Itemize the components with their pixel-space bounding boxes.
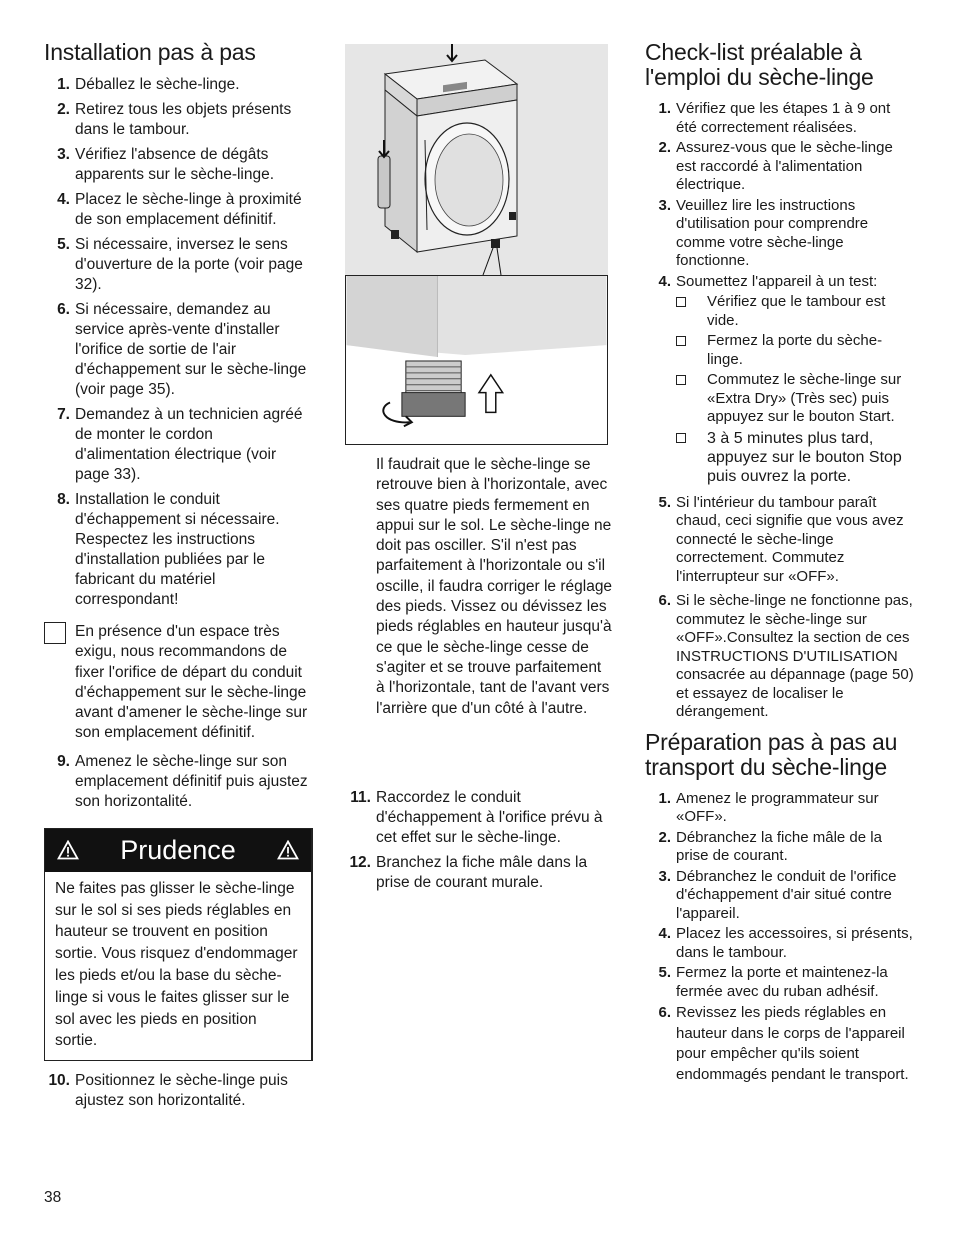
warning-triangle-icon — [57, 840, 79, 860]
column-installation — [44, 40, 312, 1116]
list-item: 3. Veuillez lire les instructions d'utilisation pour comprendre comme votre sèche-linge fonctionne. — [658, 196, 869, 269]
checkbox-icon — [676, 297, 686, 307]
list-item: 4. Placez les accessoires, si présents, dans le tambour. — [658, 925, 913, 961]
leveling-paragraph: Il faudrait que le sèche-linge se retrouve bien à l'horizontale, avec ses quatre pieds fermement en appui sur le sol. Le sèche-linge ne doit pas osciller. S'il n'est pas parfaitement à l'horizontale ou s'il oscille, il faudra corriger le réglage des pieds. Vissez ou dévissez les pieds réglables en hauteur jusqu'à ce que le sèche-linge cesse de s'agiter et se trouve parfaitement à l'horizontale, tant de l'avant vers l'arrière que d'un côté à l'autre. — [376, 456, 613, 717]
list-item: 10. Positionnez le sèche-linge puis ajustez son horizontalité. — [48, 1072, 288, 1110]
note-box-icon — [44, 622, 66, 644]
list-item: 1. Vérifiez que les étapes 1 à 9 ont été correctement réalisées. — [658, 100, 891, 136]
list-item: 5. Si l'intérieur du tambour paraît chaud, ceci signifie que vous avez connecté le sèche-linge correctement. Commutez l'interrupteur sur «OFF». — [658, 493, 904, 585]
list-item: 9. Amenez le sèche-linge sur son emplacement définitif puis ajustez son horizontalité. — [57, 752, 308, 810]
caution-header — [45, 829, 311, 872]
list-item: 11. Raccordez le conduit d'échappement à l'orifice prévu à cet effet sur le sèche-linge. — [350, 789, 603, 846]
checklist-subitem: Commutez le sèche-linge sur «Extra Dry» (Très sec) puis appuyez sur le bouton Start. — [676, 371, 915, 427]
caution-body: Ne faites pas glisser le sèche-linge sur le sol si ses pieds réglables en hauteur se trouvent en position sortie. Vous risquez d'endommager les pieds et/ou la base du sèche-linge si vous le faites glisser sur le sol avec les pieds en position sortie. — [55, 879, 298, 1050]
list-item: 1. Amenez le programmateur sur «OFF». — [658, 789, 879, 825]
heading-transport: Préparation pas à pas au transport du sèche-linge — [645, 728, 898, 780]
checklist-subitem: 3 à 5 minutes plus tard, appuyez sur le bouton Stop puis ouvrez la porte. — [676, 429, 915, 486]
warning-triangle-icon — [277, 840, 299, 860]
list-item: 4. Placez le sèche-linge à proximité de son emplacement définitif. — [57, 191, 302, 228]
list-item: 5. Si nécessaire, inversez le sens d'ouverture de la porte (voir page 32). — [57, 236, 303, 293]
checklist-subitem: Vérifiez que le tambour est vide. — [676, 293, 915, 330]
dryer-illustration — [345, 44, 608, 275]
list-item: 4. Soumettez l'appareil à un test: Vérifiez que le tambour est vide. Fermez la porte du sèche-linge. Commutez le sèche-linge sur «Extra Dry» (Très sec) puis appuyez sur le bouton Start. 3 à 5 minutes plus tard, appuyez sur le bouton Stop puis ouvrez la porte. — [645, 273, 915, 486]
page-number: 38 — [44, 1189, 62, 1206]
installation-step-10 — [44, 1071, 312, 1111]
list-item: 2. Assurez-vous que le sèche-linge est raccordé à l'alimentation électrique. — [658, 139, 893, 193]
list-item: 5. Fermez la porte et maintenez-la fermée avec du ruban adhésif. — [658, 964, 888, 1000]
list-item: 1. Déballez le sèche-linge. — [57, 76, 240, 93]
heading-installation: Installation pas à pas — [44, 39, 256, 65]
info-note: En présence d'un espace très exigu, nous recommandons de fixer l'orifice de départ du conduit d'échappement sur le sèche-linge avant d'amener le sèche-linge sur son emplacement définitif. — [44, 622, 312, 744]
connection-steps — [345, 788, 610, 898]
column-checklist — [645, 40, 915, 1087]
list-item: 7. Demandez à un technicien agréé de monter le cordon d'alimentation électrique (voir page 33). — [57, 406, 303, 483]
transport-steps — [645, 790, 915, 1086]
caution-box — [44, 828, 313, 1061]
list-item: 2. Débranchez la fiche mâle de la prise de courant. — [658, 828, 882, 864]
checklist-subitem: Fermez la porte du sèche-linge. — [676, 332, 915, 369]
list-item: 2. Retirez tous les objets présents dans le tambour. — [57, 101, 292, 138]
test-substeps — [676, 293, 915, 486]
list-item: 12. Branchez la fiche mâle dans la prise de courant murale. — [349, 854, 588, 891]
list-item: 6. Si nécessaire, demandez au service après-vente d'installer l'orifice de sortie de l'air d'échappement sur le sèche-linge (voir page 35). — [57, 301, 307, 398]
list-item: 6. Revissez les pieds réglables en hauteur dans le corps de l'appareil pour empêcher qu'ils soient endommagés pendant le transport. — [658, 1004, 909, 1083]
checklist-steps — [645, 100, 915, 722]
list-item: 8. Installation le conduit d'échappement si nécessaire. Respectez les instructions d'installation publiées par le fabricant du matériel correspondant! — [57, 491, 280, 608]
caution-title: Prudence — [120, 834, 236, 865]
list-item: 3. Débranchez le conduit de l'orifice d'échappement d'air situé contre l'appareil. — [658, 867, 897, 922]
checkbox-icon — [676, 433, 686, 443]
adjustable-foot-illustration — [345, 275, 608, 445]
installation-step-9 — [44, 752, 312, 812]
checkbox-icon — [676, 375, 686, 385]
installation-steps — [44, 75, 312, 610]
list-item: 3. Vérifiez l'absence de dégâts apparents sur le sèche-linge. — [57, 146, 275, 183]
heading-checklist: Check-list préalable à l'emploi du sèche-linge — [645, 39, 874, 90]
list-item: 6. Si le sèche-linge ne fonctionne pas, commutez le sèche-linge sur «OFF».Consultez la section de ces INSTRUCTIONS D'UTILISATION consacrée au dépannage (page 50) et essayez de localiser le dérangement. — [658, 592, 914, 720]
checkbox-icon — [676, 336, 686, 346]
